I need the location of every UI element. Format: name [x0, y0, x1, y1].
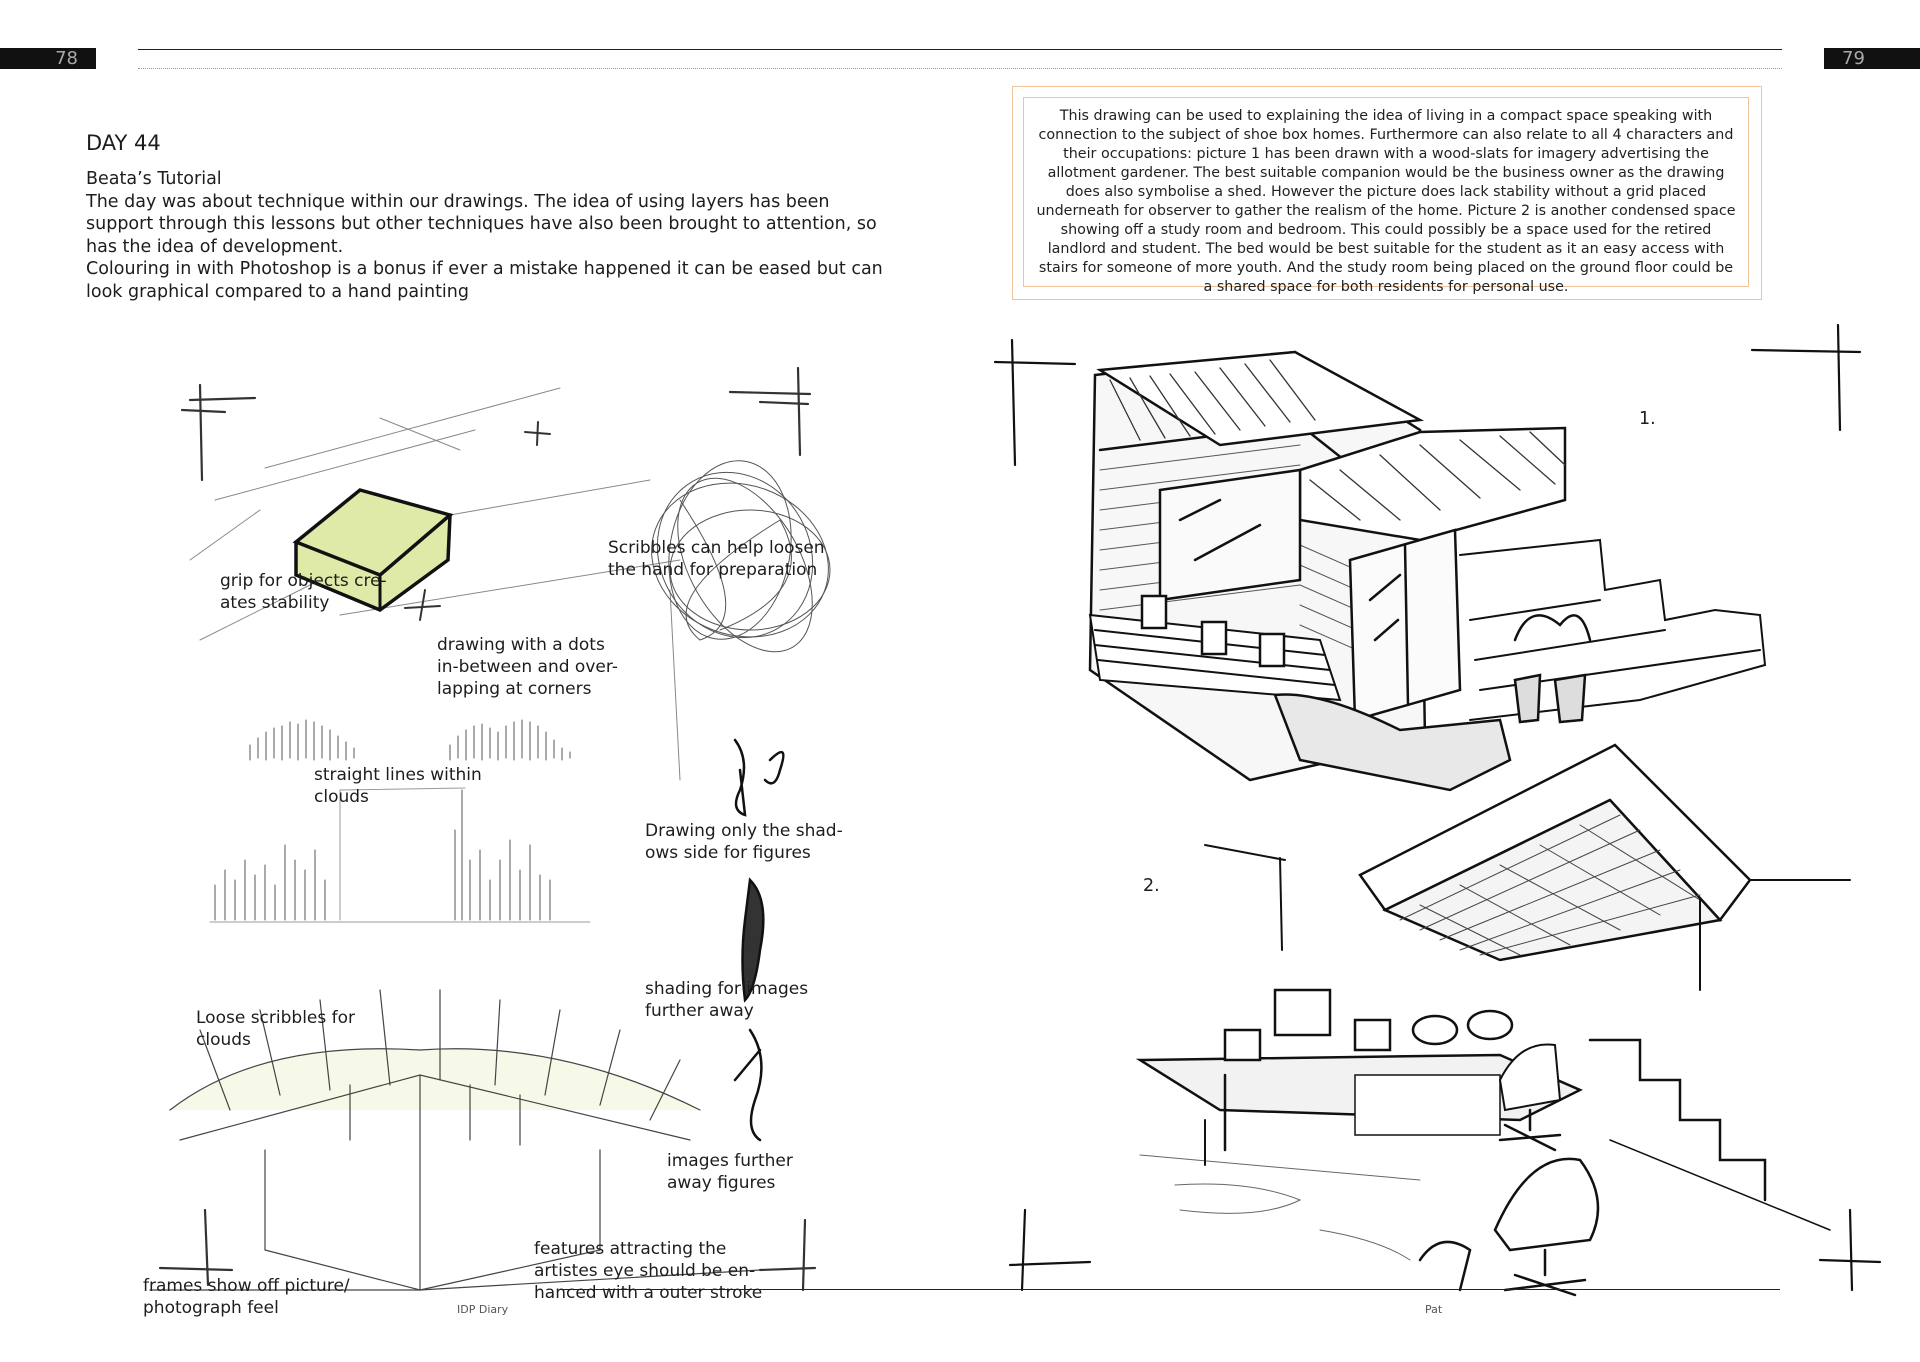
tutorial-paragraph-2: Colouring in with Photoshop is a bonus if ever a mistake happened it can be eased but can look graphical compared to a hand painting [86, 259, 883, 302]
tutorial-heading: Beata’s Tutorial [86, 169, 222, 189]
page-number-left-text: 78 [55, 48, 78, 69]
annotation-scribbles: Scribbles can help loosen the hand for preparation [608, 538, 825, 580]
annotation-shadows: Drawing only the shad- ows side for figures [645, 821, 843, 863]
cloud-hatching [210, 720, 590, 922]
description-box: This drawing can be used to explaining the idea of living in a compact space speaking with connection to the subject of shoe box homes. Furthermore can also relate to all 4 characters and their occupations: picture 1 has been drawn with a wood-slats for imagery advertising the allotment gardener. The best suitable companion would be the business owner as the drawing does also symbolise a shed. However the picture does lack stability without a grid placed underneath for observer to gather the realism of the home. Picture 2 is another condensed space showing off a study room and bedroom. This could possibly be a space used for the retired landlord and student. The bed would be best suitable for the student as it an easy access with stairs for someone of more youth. And the study room being placed on the ground floor could be a shared space for both residents for personal use. [1023, 97, 1749, 287]
footer-rule [560, 1289, 1780, 1290]
annotation-grip: grip for objects cre- ates stability [220, 571, 387, 613]
tutorial-paragraph-1: The day was about technique within our drawings. The idea of using layers has been support through this lessons but other techniques have also been brought to attention, so has the idea of development. [86, 191, 877, 257]
drawing-label-1: 1. [1639, 409, 1656, 429]
annotation-straight-lines: straight lines within clouds [314, 765, 482, 807]
annotation-loose-scribbles: Loose scribbles for clouds [196, 1008, 356, 1050]
annotation-dots: drawing with a dots in-between and over- lapping at corners [437, 635, 618, 699]
drawing-label-2: 2. [1143, 876, 1160, 896]
figure-sketches [735, 740, 783, 1140]
annotation-features: features attracting the artistes eye should be en- hanced with a outer stroke [534, 1239, 763, 1303]
footer-left: IDP Diary [457, 1303, 509, 1316]
annotation-further-figures: images further away figures [667, 1151, 793, 1193]
annotation-shading: shading for images further away [645, 979, 809, 1021]
footer-right: Pat [1425, 1303, 1443, 1316]
annotation-frames: frames show off picture/ photograph feel [143, 1276, 350, 1318]
page-number-right-text: 79 [1842, 48, 1865, 69]
right-house-drawing [995, 325, 1880, 1295]
day-title: DAY 44 [86, 131, 161, 155]
